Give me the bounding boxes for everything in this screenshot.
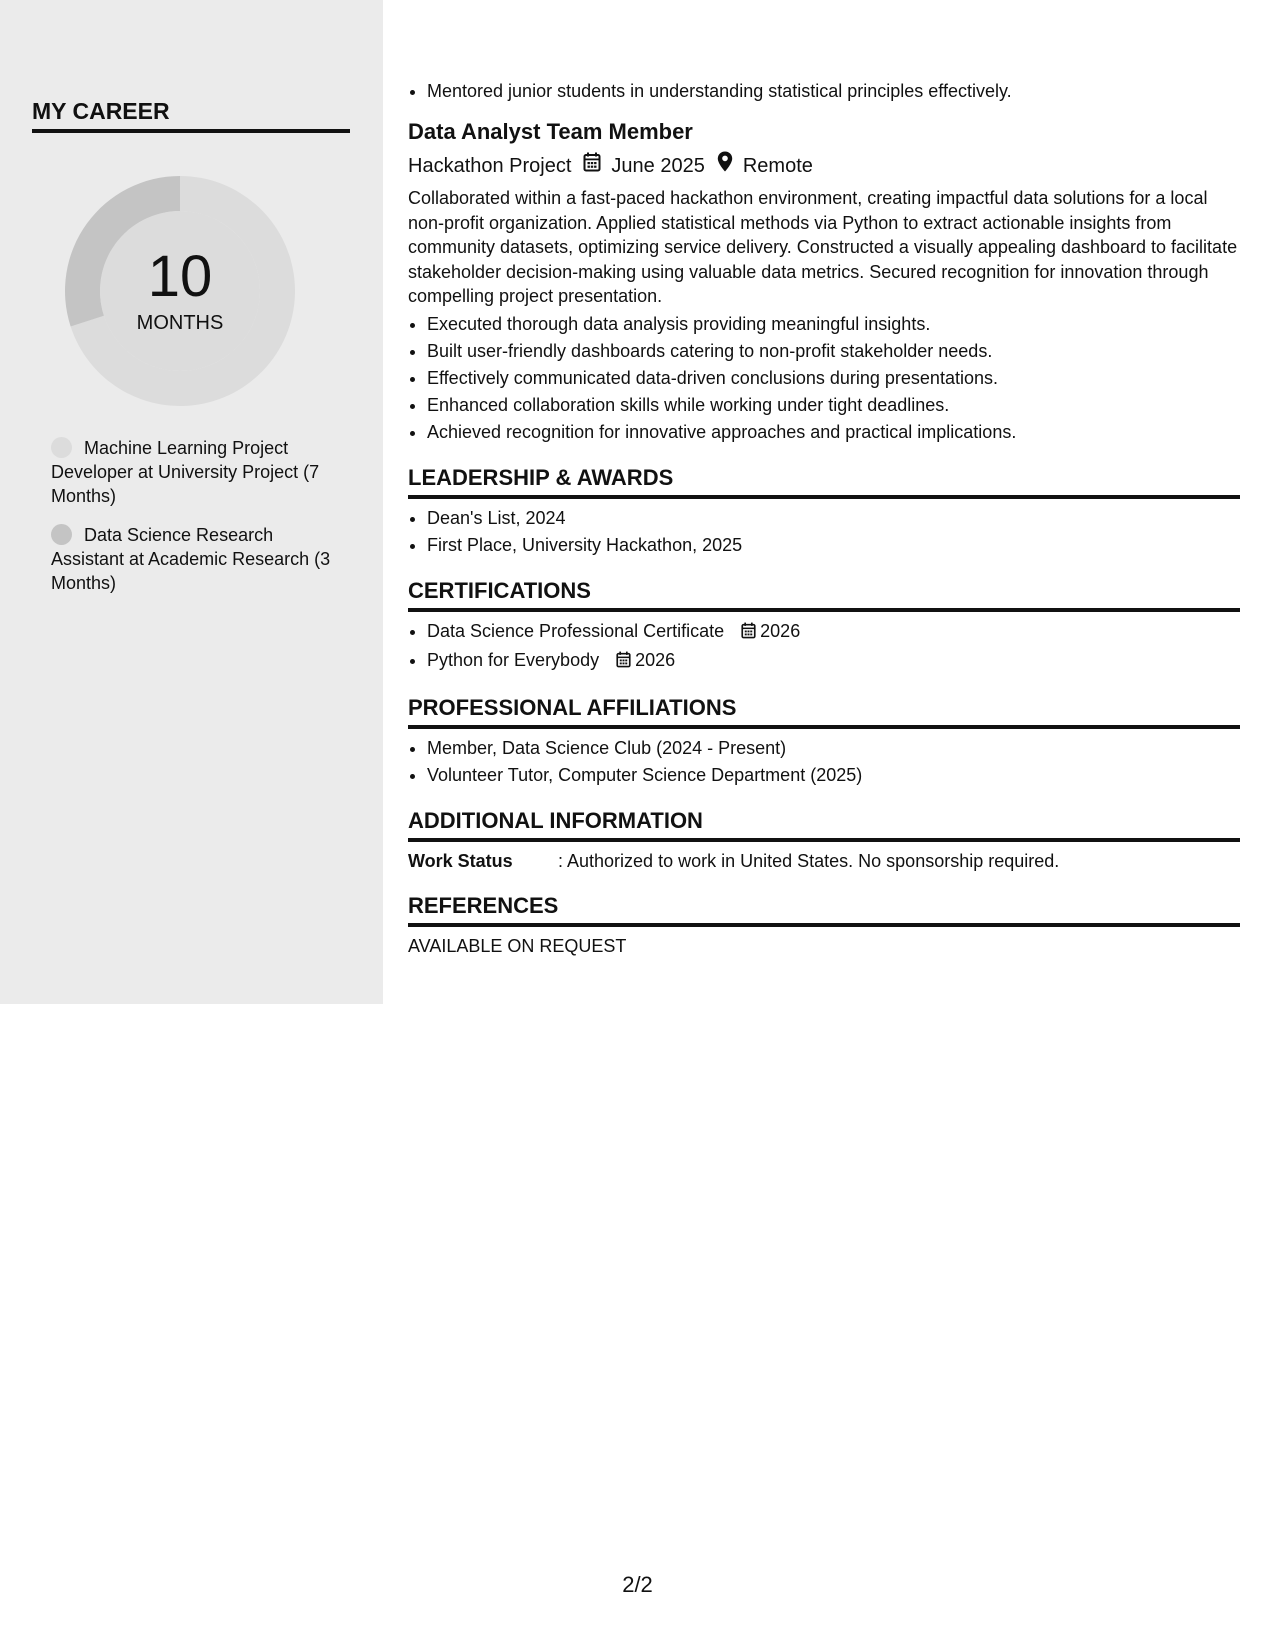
career-heading: MY CAREER: [32, 98, 350, 133]
previous-experience-bullets: [408, 78, 1240, 105]
experience-bullets: [408, 311, 1240, 446]
additional-info-heading: ADDITIONAL INFORMATION: [408, 807, 1240, 842]
list-item: • Volunteer Tutor, Computer Science Department (2025): [427, 762, 1240, 789]
career-legend: [51, 436, 341, 610]
certification-name: Python for Everybody: [427, 649, 600, 670]
work-status-row: [408, 848, 1240, 874]
certification-year: 2026: [760, 620, 801, 641]
map-pin-icon: [717, 151, 733, 180]
career-donut-chart: [65, 176, 295, 406]
list-item: • First Place, University Hackathon, 2025: [427, 532, 1240, 559]
references-heading: REFERENCES: [408, 892, 1240, 927]
legend-label: Data Science Research Assistant at Academic Research (3 Months): [51, 525, 331, 593]
total-months-number: 10: [147, 244, 213, 309]
main-content: [408, 78, 1240, 959]
leadership-heading: LEADERSHIP & AWARDS: [408, 464, 1240, 499]
list-item: • Mentored junior students in understanding statistical principles effectively.: [427, 78, 1240, 105]
certifications-list: [408, 618, 1240, 676]
list-item: • Executed thorough data analysis providing meaningful insights.: [427, 311, 1240, 338]
affiliations-list: [408, 735, 1240, 789]
list-item: [427, 618, 1240, 647]
legend-item: [51, 523, 341, 595]
page-number: 2/2: [622, 1572, 653, 1597]
list-item: • Achieved recognition for innovative approaches and practical implications.: [427, 419, 1240, 446]
list-item: • Effectively communicated data-driven conclusions during presentations.: [427, 365, 1240, 392]
calendar-icon: [583, 152, 601, 180]
list-item: • Enhanced collaboration skills while working under tight deadlines.: [427, 392, 1240, 419]
experience-location: Remote: [742, 154, 813, 177]
total-months-unit: MONTHS: [136, 312, 224, 334]
work-status-value: : Authorized to work in United States. No sponsorship required.: [558, 850, 1060, 871]
experience-date: June 2025: [611, 154, 705, 177]
affiliations-heading: PROFESSIONAL AFFILIATIONS: [408, 694, 1240, 729]
references-text: AVAILABLE ON REQUEST: [408, 935, 627, 956]
certification-year: 2026: [635, 649, 676, 670]
calendar-icon: [616, 649, 631, 676]
list-item: • Member, Data Science Club (2024 - Present): [427, 735, 1240, 762]
calendar-icon: [741, 620, 756, 647]
legend-dot: [51, 437, 72, 458]
legend-dot: [51, 524, 72, 545]
experience-title: Data Analyst Team Member: [408, 119, 693, 144]
list-item: [427, 647, 1240, 676]
certifications-heading: CERTIFICATIONS: [408, 577, 1240, 612]
list-item: • Built user-friendly dashboards catering to non-profit stakeholder needs.: [427, 338, 1240, 365]
experience-meta: [408, 151, 1240, 180]
experience-description: Collaborated within a fast-paced hackathon environment, creating impactful data solutions for a local non-profit organization. Applied statistical methods via Python to extract actionable insights from community datasets, optimizing service delivery. Constructed a visually appealing dashboard to facilitate stakeholder decision-making using valuable data metrics. Secured recognition for innovation through compelling project presentation.: [408, 188, 1238, 306]
certification-name: Data Science Professional Certificate: [427, 620, 725, 641]
work-status-label: Work Status: [408, 850, 513, 871]
legend-item: [51, 436, 341, 508]
sidebar: [0, 0, 383, 1004]
experience-org: Hackathon Project: [408, 154, 572, 177]
leadership-list: [408, 505, 1240, 559]
list-item: • Dean's List, 2024: [427, 505, 1240, 532]
legend-label: Machine Learning Project Developer at University Project (7 Months): [51, 438, 320, 506]
